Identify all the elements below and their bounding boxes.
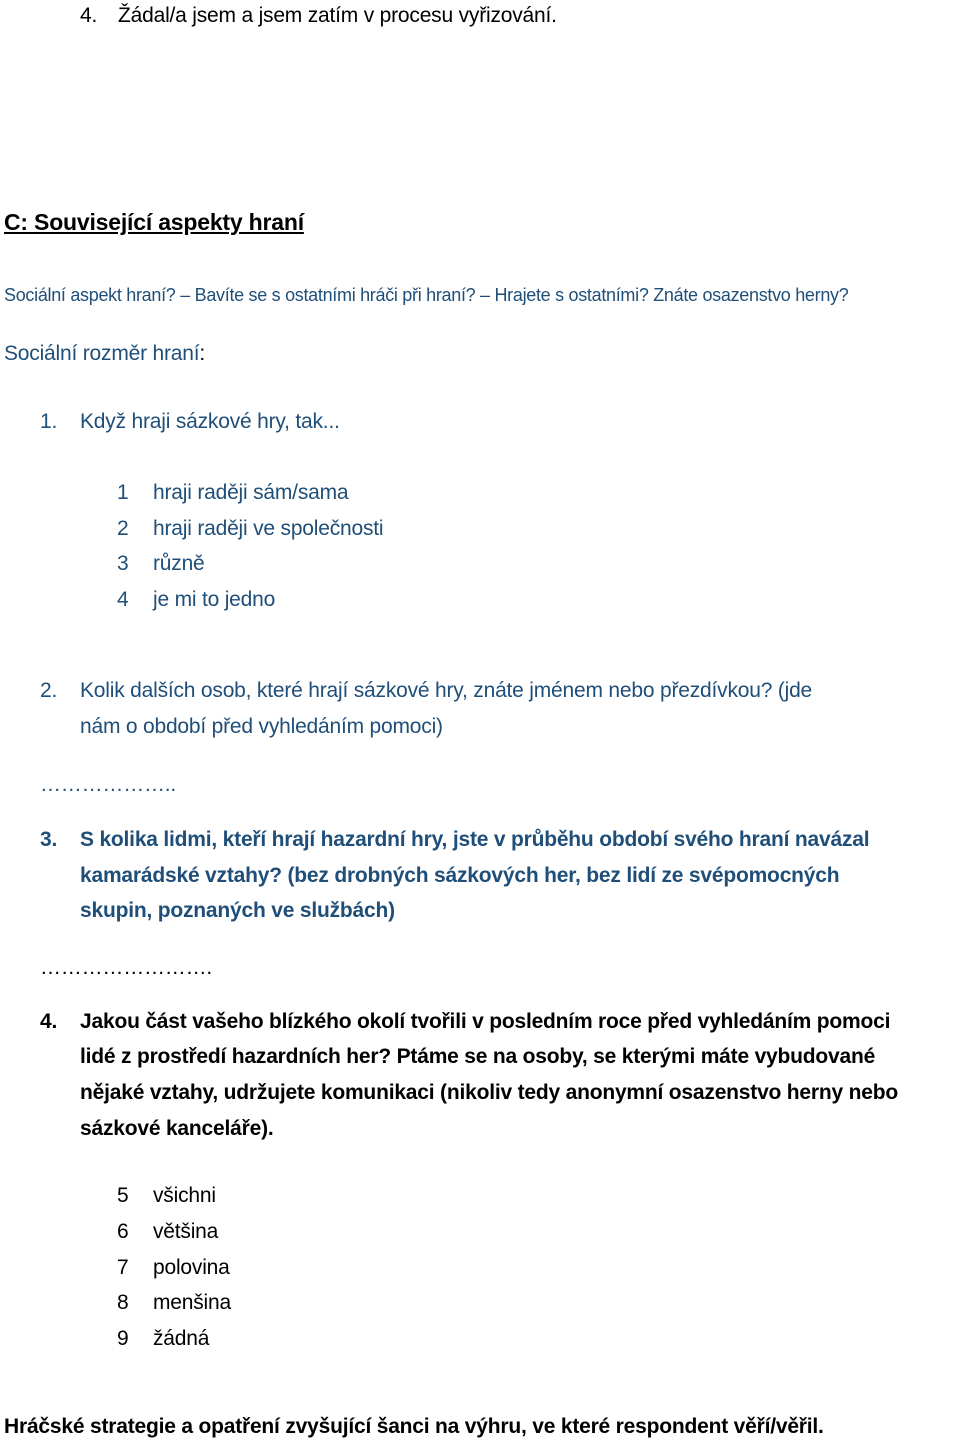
question-line: Jakou část vašeho blízkého okolí tvořili v posledním roce před vyhledáním pomoci — [80, 1010, 891, 1033]
option-code: 7 — [117, 1256, 129, 1279]
section-subline: Sociální aspekt hraní? – Bavíte se s ostatními hráči při hraní? – Hrajete s ostatními? Znáte osazenstvo herny? — [4, 285, 849, 305]
option-label: hraji raději ve společnosti — [153, 517, 384, 540]
footer-heading: Hráčské strategie a opatření zvyšující šanci na výhru, ve které respondent věří/věřil. — [4, 1415, 824, 1438]
option-code: 9 — [117, 1327, 129, 1350]
option-label: hraji raději sám/sama — [153, 481, 349, 504]
list-item-text: Žádal/a jsem a jsem zatím v procesu vyřizování. — [118, 4, 557, 27]
question-line: sázkové kanceláře). — [80, 1117, 274, 1140]
question-line: Kolik dalších osob, které hrají sázkové hry, znáte jménem nebo přezdívkou? (jde — [80, 679, 813, 702]
answer-blank: ……………………. — [40, 956, 213, 979]
option-code: 8 — [117, 1291, 129, 1314]
option-code: 1 — [117, 481, 129, 504]
option-code: 4 — [117, 588, 129, 611]
section-heading: C: Související aspekty hraní — [4, 209, 304, 235]
question-line: nám o období před vyhledáním pomoci) — [80, 715, 443, 738]
option-label: je mi to jedno — [153, 588, 276, 611]
question-line: kamarádské vztahy? (bez drobných sázkových her, bez lidí ze svépomocných — [80, 864, 840, 887]
question-line: skupin, poznaných ve službách) — [80, 899, 395, 922]
option-label: menšina — [153, 1291, 231, 1314]
option-code: 5 — [117, 1184, 129, 1207]
subheading-colon: : — [199, 342, 206, 365]
question-line: nějaké vztahy, udržujete komunikaci (nikoliv tedy anonymní osazenstvo herny nebo — [80, 1081, 898, 1104]
question-text: Když hraji sázkové hry, tak... — [80, 410, 340, 433]
option-label: různě — [153, 552, 205, 575]
option-label: žádná — [153, 1327, 210, 1350]
subheading-text: Sociální rozměr hraní — [4, 342, 200, 365]
question-line: lidé z prostředí hazardních her? Ptáme se na osoby, se kterými máte vybudované — [80, 1045, 876, 1068]
list-item-number: 4. — [80, 4, 98, 27]
option-code: 3 — [117, 552, 129, 575]
option-label: všichni — [153, 1184, 216, 1207]
question-number: 2. — [40, 679, 58, 702]
option-label: většina — [153, 1220, 219, 1243]
option-label: polovina — [153, 1256, 230, 1279]
option-code: 6 — [117, 1220, 129, 1243]
question-number: 4. — [40, 1010, 58, 1033]
question-number: 3. — [40, 828, 58, 851]
question-line: S kolika lidmi, kteří hrají hazardní hry, jste v průběhu období svého hraní navázal — [80, 828, 870, 851]
question-number: 1. — [40, 410, 58, 433]
section-subheading — [4, 340, 205, 368]
answer-blank: ……………….. — [40, 773, 177, 796]
option-code: 2 — [117, 517, 129, 540]
